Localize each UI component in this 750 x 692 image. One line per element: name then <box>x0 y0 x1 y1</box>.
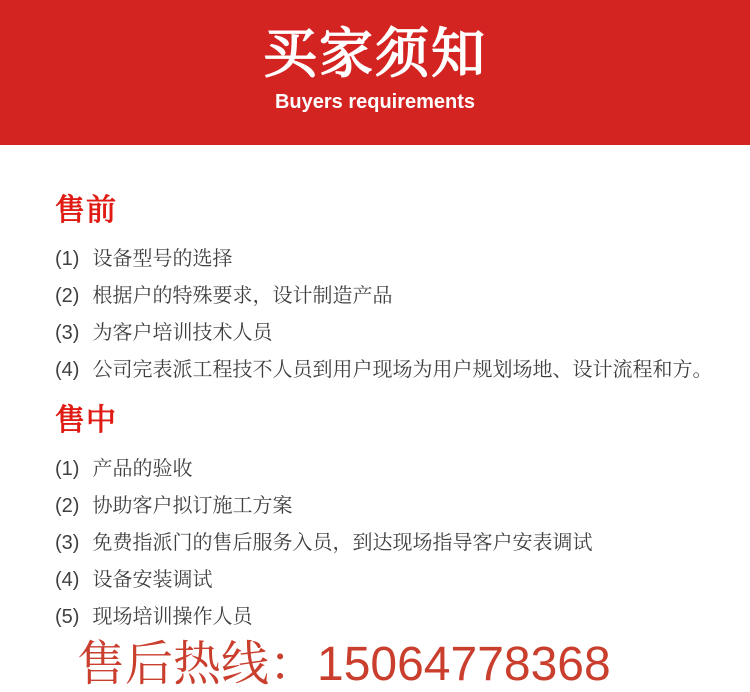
midsale-list <box>55 451 710 636</box>
list-item <box>55 488 710 525</box>
item-text: 公司完表派工程技不人员到用户现场为用户规划场地、设计流程和方。 <box>92 359 713 381</box>
presale-list <box>55 241 713 389</box>
item-number: (5) <box>55 606 80 628</box>
item-number: (2) <box>55 495 80 517</box>
after-sales-hotline <box>77 638 710 692</box>
header-banner <box>0 0 750 145</box>
item-text: 现场培训操作人员 <box>92 606 253 628</box>
item-text: 设备型号的选择 <box>92 248 233 270</box>
section-heading-midsale: 售中 <box>55 404 117 437</box>
list-item <box>55 451 710 488</box>
page-subtitle: Buyers requirements <box>274 91 476 113</box>
item-text: 为客户培训技术人员 <box>92 322 273 344</box>
list-item <box>55 278 710 315</box>
item-number: (4) <box>55 359 80 381</box>
item-text: 根据户的特殊要求，设计制造产品 <box>92 285 393 307</box>
item-number: (4) <box>55 569 80 591</box>
item-text: 设备安装调试 <box>92 569 213 591</box>
item-text: 协助客户拟订施工方案 <box>92 495 293 517</box>
list-item <box>55 352 713 389</box>
item-text: 免费指派门的售后服务入员，到达现场指导客户安表调试 <box>92 532 593 554</box>
item-number: (1) <box>55 458 80 480</box>
list-item <box>55 525 710 562</box>
item-number: (2) <box>55 285 80 307</box>
item-text: 产品的验收 <box>92 458 193 480</box>
item-number: (1) <box>55 248 80 270</box>
page-title: 买家须知 <box>263 24 487 84</box>
section-heading-presale: 售前 <box>55 194 117 227</box>
list-item <box>55 241 710 278</box>
list-item <box>55 562 710 599</box>
item-number: (3) <box>55 322 80 344</box>
list-item <box>55 599 710 636</box>
content-area <box>0 195 750 692</box>
item-number: (3) <box>55 532 80 554</box>
hotline-number: 15064778368 <box>317 638 611 691</box>
hotline-label: 售后热线： <box>77 638 318 691</box>
list-item <box>55 315 710 352</box>
